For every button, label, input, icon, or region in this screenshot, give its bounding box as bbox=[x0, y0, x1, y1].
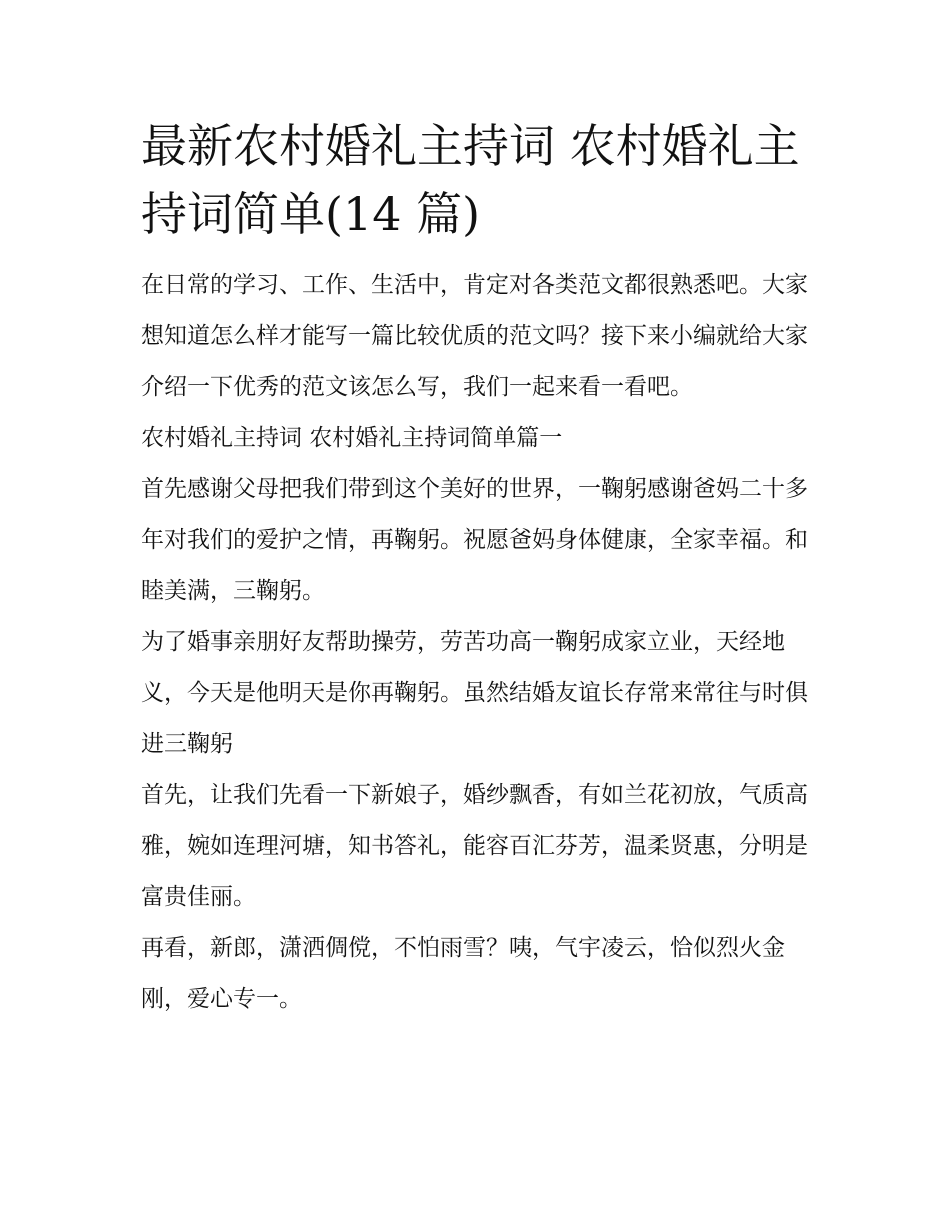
title-spacer bbox=[141, 248, 821, 260]
body-paragraph: 为了婚事亲朋好友帮助操劳，劳苦功高一鞠躬成家立业，天经地义，今天是他明天是你再鞠躬。虽然结婚友谊长存常来常往与时俱进三鞠躬 bbox=[141, 629, 808, 757]
section-heading: 农村婚礼主持词 农村婚礼主持词简单篇一 bbox=[141, 425, 563, 451]
body-paragraph: 首先，让我们先看一下新娘子，婚纱飘香，有如兰花初放，气质高雅，婉如连理河塘，知书答礼，能容百汇芬芳，温柔贤惠，分明是富贵佳丽。 bbox=[141, 782, 808, 910]
body-paragraph: 再看，新郎，潇洒倜傥，不怕雨雪？咦，气宇凌云，恰似烈火金刚，爱心专一。 bbox=[141, 935, 785, 1012]
document-title: 最新农村婚礼主持词 农村婚礼主持词简单(14 篇) bbox=[141, 119, 800, 241]
intro-paragraph: 在日常的学习、工作、生活中，肯定对各类范文都很熟悉吧。大家想知道怎么样才能写一篇比较优质的范文吗？接下来小编就给大家介绍一下优秀的范文该怎么写，我们一起来看一看吧。 bbox=[141, 272, 808, 400]
document-page bbox=[141, 112, 821, 1025]
body-paragraph: 首先感谢父母把我们带到这个美好的世界，一鞠躬感谢爸妈二十多年对我们的爱护之情，再鞠躬。祝愿爸妈身体健康，全家幸福。和睦美满，三鞠躬。 bbox=[141, 476, 808, 604]
